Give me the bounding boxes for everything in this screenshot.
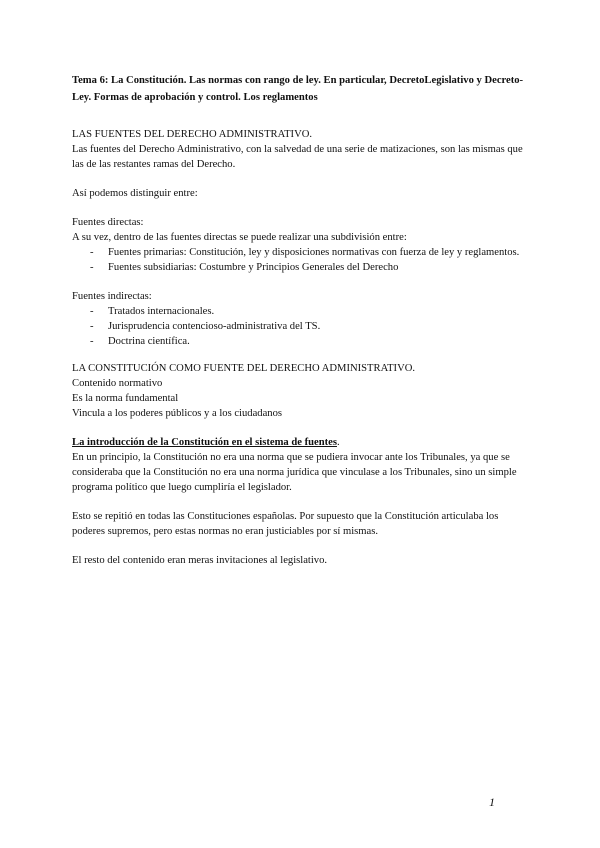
section-heading-constitucion: LA CONSTITUCIÓN COMO FUENTE DEL DERECHO ADMINISTRATIVO.: [72, 363, 416, 374]
list-item: - Fuentes primarias: Constitución, ley y disposiciones normativas con fuerza de ley y reglamentos.: [72, 245, 532, 260]
section-heading-fuentes: LAS FUENTES DEL DERECHO ADMINISTRATIVO.: [72, 129, 313, 140]
key-point: Contenido normativo: [72, 378, 163, 389]
paragraph: A su vez, dentro de las fuentes directas se puede realizar una subdivisión entre:: [72, 232, 407, 243]
key-point: Vincula a los poderes públicos y a los ciudadanos: [72, 408, 283, 419]
paragraph: Así podemos distinguir entre:: [72, 188, 198, 199]
document-title: Tema 6: La Constitución. Las normas con rango de ley. En particular, DecretoLegislativo y Decreto-Ley. Formas de aprobación y control. Los reglamentos: [72, 75, 524, 103]
subsection-heading-text: La introducción de la Constitución en el sistema de fuentes: [72, 437, 337, 448]
key-point: Es la norma fundamental: [72, 393, 179, 404]
paragraph: Esto se repitió en todas las Constituciones españolas. Por supuesto que la Constitución articulaba los poderes supremos, pero estas normas no eran justiciables por sí mismas.: [72, 511, 499, 537]
list-item: - Doctrina científica.: [72, 334, 532, 349]
paragraph: En un principio, la Constitución no era una norma que se pudiera invocar ante los Tribunales, ya que se consideraba que la Constitución no era una norma jurídica que vinculase a los Tribunales, sino un simple programa político que luego cumpliría el legislador.: [72, 452, 517, 493]
paragraph: El resto del contenido eran meras invitaciones al legislativo.: [72, 555, 328, 566]
list-item: - Jurisprudencia contencioso-administrativa del TS.: [72, 319, 532, 334]
indirect-sources-list: [72, 304, 532, 349]
list-item: - Tratados internacionales.: [72, 304, 532, 319]
direct-sources-label: Fuentes directas:: [72, 217, 144, 228]
direct-sources-list: [72, 245, 532, 275]
list-item: - Fuentes subsidiarias: Costumbre y Principios Generales del Derecho: [72, 260, 532, 275]
page-number: 1: [489, 795, 495, 809]
paragraph: Las fuentes del Derecho Administrativo, con la salvedad de una serie de matizaciones, son las mismas que las de las restantes ramas del Derecho.: [72, 144, 523, 170]
subsection-heading: La introducción de la Constitución en el sistema de fuentes.: [72, 437, 340, 448]
document-page: [72, 72, 532, 568]
indirect-sources-label: Fuentes indirectas:: [72, 291, 152, 302]
